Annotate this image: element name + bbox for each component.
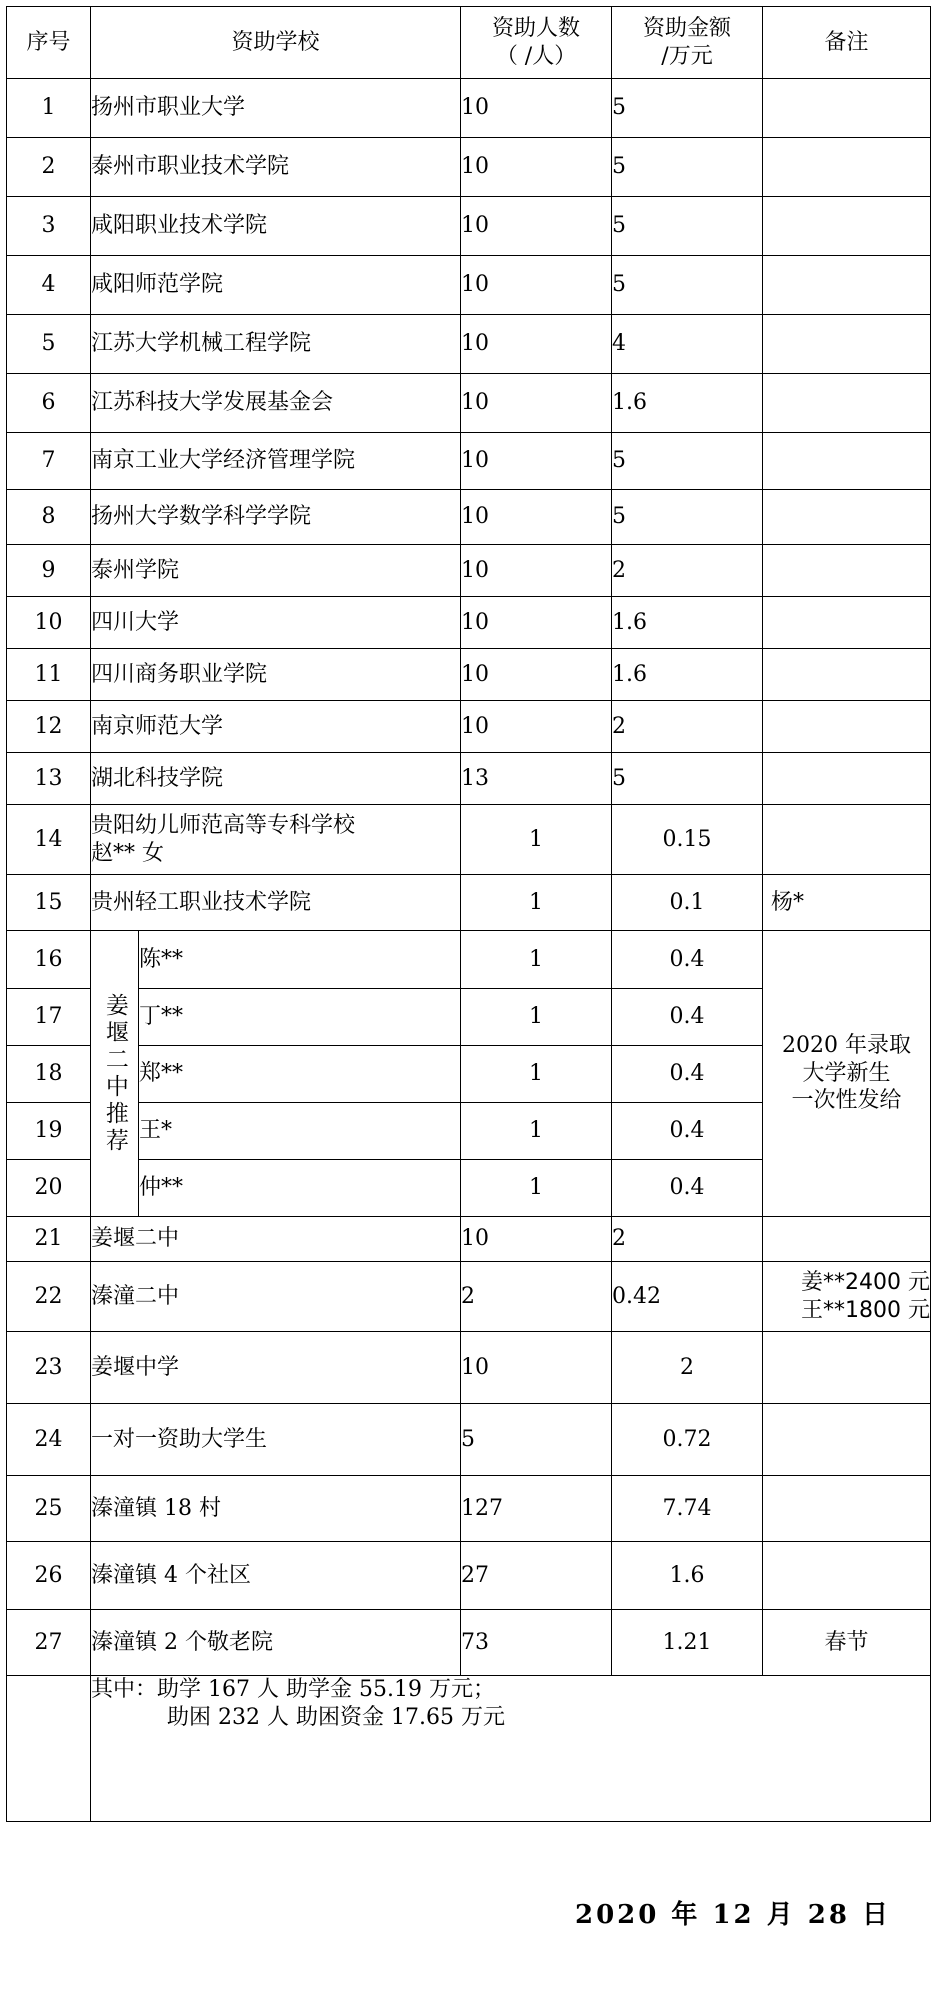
row-amount: 0.42	[612, 1262, 763, 1332]
row-amount: 4	[612, 315, 763, 374]
row-school: 贵州轻工职业技术学院	[91, 875, 461, 931]
row-school: 南京师范大学	[91, 701, 461, 753]
row-school: 姜堰二中	[91, 1217, 461, 1262]
row-school	[91, 805, 461, 875]
row-note	[763, 1262, 931, 1332]
row-count: 1	[461, 1160, 612, 1217]
group-note-line3: 一次性发给	[791, 1088, 902, 1114]
table-row	[7, 374, 931, 433]
row-school: 咸阳职业技术学院	[91, 197, 461, 256]
row-count: 2	[461, 1262, 612, 1332]
row-amount: 5	[612, 256, 763, 315]
row-student: 王*	[139, 1103, 461, 1160]
row-no: 18	[7, 1046, 91, 1103]
row-note	[763, 490, 931, 545]
header-amount-line1: 资助金额	[643, 16, 732, 41]
row-count: 10	[461, 1332, 612, 1404]
row-no: 4	[7, 256, 91, 315]
row-no: 8	[7, 490, 91, 545]
group-label	[91, 931, 139, 1217]
row-note	[763, 433, 931, 490]
row-amount: 1.6	[612, 597, 763, 649]
table-row	[7, 875, 931, 931]
table-row	[7, 597, 931, 649]
row-amount: 0.1	[612, 875, 763, 931]
row-amount: 2	[612, 1332, 763, 1404]
row-amount: 2	[612, 1217, 763, 1262]
row-note	[763, 315, 931, 374]
table-row	[7, 315, 931, 374]
row-note	[763, 374, 931, 433]
row-count: 1	[461, 1103, 612, 1160]
row-school: 四川大学	[91, 597, 461, 649]
row-count: 10	[461, 597, 612, 649]
row-count: 10	[461, 79, 612, 138]
row-school: 扬州大学数学科学学院	[91, 490, 461, 545]
row-note-line2: 王**1800 元	[801, 1297, 931, 1323]
row-note	[763, 545, 931, 597]
table-row	[7, 79, 931, 138]
table-row	[7, 1217, 931, 1262]
row-no: 17	[7, 989, 91, 1046]
table-row	[7, 1542, 931, 1610]
row-no: 22	[7, 1262, 91, 1332]
row-amount: 0.4	[612, 1103, 763, 1160]
row-school: 咸阳师范学院	[91, 256, 461, 315]
group-note	[763, 931, 931, 1217]
row-no: 20	[7, 1160, 91, 1217]
row-no: 14	[7, 805, 91, 875]
row-amount: 5	[612, 138, 763, 197]
table-row	[7, 1262, 931, 1332]
table-row	[7, 433, 931, 490]
row-count: 10	[461, 433, 612, 490]
row-no: 23	[7, 1332, 91, 1404]
row-count: 10	[461, 256, 612, 315]
row-no: 26	[7, 1542, 91, 1610]
row-school: 江苏大学机械工程学院	[91, 315, 461, 374]
row-school: 溱潼镇 18 村	[91, 1476, 461, 1542]
row-school: 溱潼镇 4 个社区	[91, 1542, 461, 1610]
row-count: 10	[461, 197, 612, 256]
row-school: 溱潼二中	[91, 1262, 461, 1332]
row-count: 73	[461, 1610, 612, 1676]
table-row	[7, 1476, 931, 1542]
header-note: 备注	[763, 7, 931, 79]
table-row	[7, 1332, 931, 1404]
table-row	[7, 138, 931, 197]
table-row	[7, 545, 931, 597]
row-no: 3	[7, 197, 91, 256]
row-amount: 5	[612, 79, 763, 138]
row-note	[763, 701, 931, 753]
row-no: 27	[7, 1610, 91, 1676]
row-no: 2	[7, 138, 91, 197]
header-school: 资助学校	[91, 7, 461, 79]
row-amount: 0.4	[612, 931, 763, 989]
header-row	[7, 7, 931, 79]
row-count: 13	[461, 753, 612, 805]
row-amount: 1.21	[612, 1610, 763, 1676]
row-amount: 1.6	[612, 649, 763, 701]
row-student: 丁**	[139, 989, 461, 1046]
table-row	[7, 649, 931, 701]
row-no: 10	[7, 597, 91, 649]
table-row	[7, 197, 931, 256]
row-amount: 1.6	[612, 374, 763, 433]
row-no: 19	[7, 1103, 91, 1160]
row-count: 1	[461, 989, 612, 1046]
row-count: 10	[461, 138, 612, 197]
row-school: 扬州市职业大学	[91, 79, 461, 138]
row-no: 13	[7, 753, 91, 805]
table-row	[7, 931, 931, 989]
row-count: 10	[461, 490, 612, 545]
row-no: 24	[7, 1404, 91, 1476]
header-count-line1: 资助人数	[492, 16, 581, 41]
row-no: 7	[7, 433, 91, 490]
summary-cell	[91, 1676, 931, 1822]
row-school: 四川商务职业学院	[91, 649, 461, 701]
table-row	[7, 805, 931, 875]
table-row	[7, 753, 931, 805]
group-note-line2: 大学新生	[802, 1060, 891, 1086]
summary-no	[7, 1676, 91, 1822]
row-count: 127	[461, 1476, 612, 1542]
row-count: 1	[461, 1046, 612, 1103]
header-amount	[612, 7, 763, 79]
row-no: 9	[7, 545, 91, 597]
row-no: 6	[7, 374, 91, 433]
row-note	[763, 197, 931, 256]
row-amount: 5	[612, 753, 763, 805]
row-amount: 0.4	[612, 989, 763, 1046]
row-note: 杨*	[763, 875, 931, 931]
row-amount: 2	[612, 545, 763, 597]
row-note	[763, 79, 931, 138]
header-count-line2: （ /人）	[495, 43, 577, 69]
row-count: 27	[461, 1542, 612, 1610]
table-row	[7, 256, 931, 315]
table-row	[7, 1610, 931, 1676]
row-student: 陈**	[139, 931, 461, 989]
row-amount: 1.6	[612, 1542, 763, 1610]
row-note	[763, 1542, 931, 1610]
row-amount: 5	[612, 197, 763, 256]
row-amount: 0.72	[612, 1404, 763, 1476]
row-no: 5	[7, 315, 91, 374]
header-no: 序号	[7, 7, 91, 79]
row-school: 一对一资助大学生	[91, 1404, 461, 1476]
row-school-line1: 贵阳幼儿师范高等专科学校	[91, 813, 356, 838]
row-school: 姜堰中学	[91, 1332, 461, 1404]
row-count: 1	[461, 875, 612, 931]
row-note	[763, 649, 931, 701]
row-amount: 5	[612, 433, 763, 490]
row-count: 10	[461, 374, 612, 433]
row-count: 10	[461, 649, 612, 701]
summary-row	[7, 1676, 931, 1822]
table-row	[7, 1404, 931, 1476]
table-row	[7, 490, 931, 545]
row-school: 泰州市职业技术学院	[91, 138, 461, 197]
row-count: 1	[461, 931, 612, 989]
row-school: 江苏科技大学发展基金会	[91, 374, 461, 433]
row-note	[763, 805, 931, 875]
row-note	[763, 138, 931, 197]
group-note-line1: 2020 年录取	[782, 1033, 911, 1059]
document-date: 2020 年 12 月 28 日	[575, 1900, 891, 1930]
row-count: 10	[461, 701, 612, 753]
row-school: 南京工业大学经济管理学院	[91, 433, 461, 490]
table-row	[7, 701, 931, 753]
row-amount: 5	[612, 490, 763, 545]
row-amount: 2	[612, 701, 763, 753]
row-note	[763, 256, 931, 315]
summary-line1: 其中：助学 167 人 助学金 55.19 万元；	[91, 1677, 495, 1702]
row-amount: 0.15	[612, 805, 763, 875]
row-school-line2: 赵** 女	[91, 840, 164, 866]
row-school: 泰州学院	[91, 545, 461, 597]
row-note: 春节	[763, 1610, 931, 1676]
row-amount: 0.4	[612, 1046, 763, 1103]
row-note	[763, 597, 931, 649]
row-no: 25	[7, 1476, 91, 1542]
row-no: 15	[7, 875, 91, 931]
row-school: 溱潼镇 2 个敬老院	[91, 1610, 461, 1676]
header-amount-line2: /万元	[661, 43, 713, 69]
row-note-line1: 姜**2400 元	[801, 1270, 931, 1295]
row-count: 10	[461, 545, 612, 597]
summary-line2: 助困 232 人 助困资金 17.65 万元	[167, 1704, 505, 1730]
row-student: 仲**	[139, 1160, 461, 1217]
row-count: 5	[461, 1404, 612, 1476]
row-note	[763, 1217, 931, 1262]
row-count: 10	[461, 1217, 612, 1262]
header-count	[461, 7, 612, 79]
row-count: 10	[461, 315, 612, 374]
row-amount: 7.74	[612, 1476, 763, 1542]
row-student: 郑**	[139, 1046, 461, 1103]
row-note	[763, 1404, 931, 1476]
row-note	[763, 1332, 931, 1404]
row-no: 1	[7, 79, 91, 138]
row-note	[763, 753, 931, 805]
funding-table	[6, 6, 931, 1822]
row-no: 11	[7, 649, 91, 701]
row-no: 16	[7, 931, 91, 989]
row-school: 湖北科技学院	[91, 753, 461, 805]
group-label-text: 姜堰二中推荐	[101, 992, 128, 1155]
row-no: 12	[7, 701, 91, 753]
row-note	[763, 1476, 931, 1542]
row-count: 1	[461, 805, 612, 875]
row-amount: 0.4	[612, 1160, 763, 1217]
row-no: 21	[7, 1217, 91, 1262]
